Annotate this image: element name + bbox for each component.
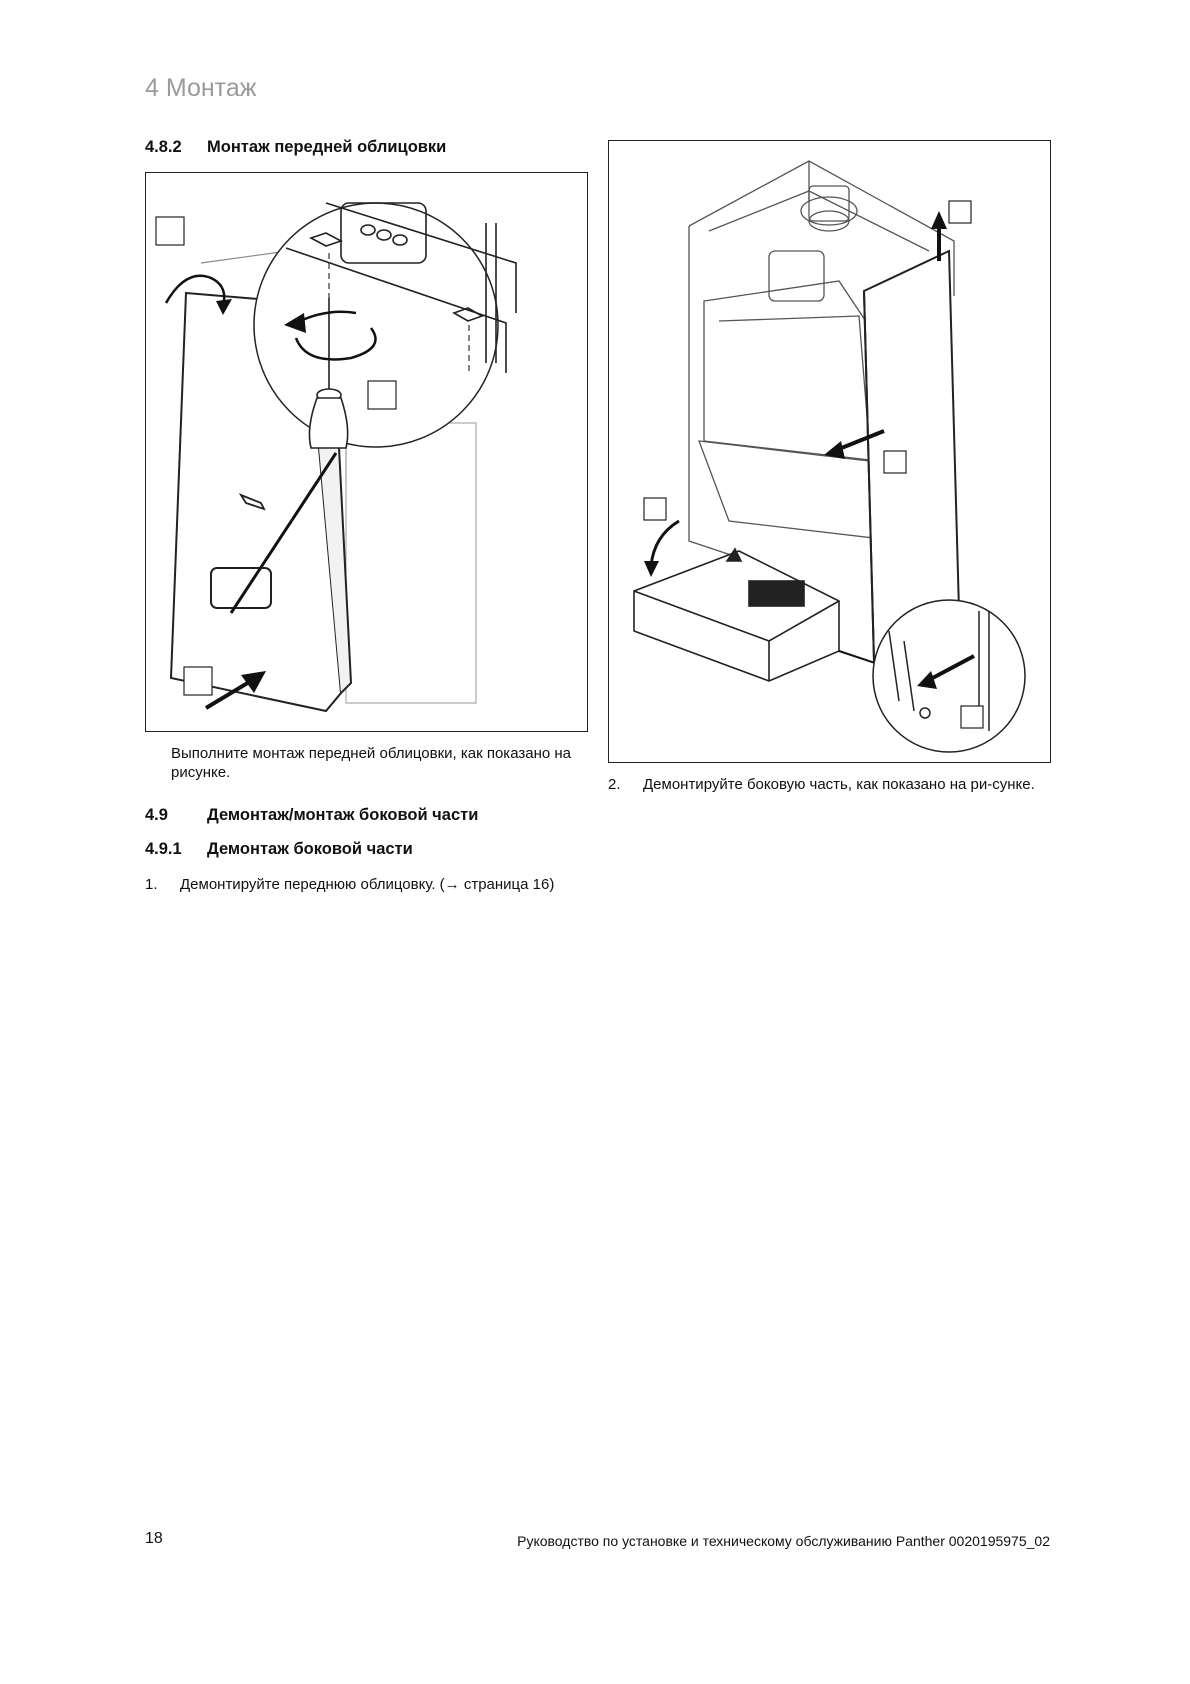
section-title: Демонтаж/монтаж боковой части [207,806,479,824]
chapter-title: 4 Монтаж [145,74,257,102]
page-number: 18 [145,1530,163,1547]
section-number: 4.9.1 [145,840,182,858]
section-4-8-2-heading [145,138,446,157]
step-text: Демонтируйте переднюю облицовку. (→ страница 16) [180,876,555,893]
section-number: 4.8.2 [145,138,182,156]
section-number: 4.9 [145,806,168,824]
side-part-removal-figure [608,140,1051,763]
side-part-removal-illustration [609,141,1050,762]
step-text: Демонтируйте боковую часть, как показано на ри-сунке. [643,776,1035,793]
section-title: Монтаж передней облицовки [207,138,447,156]
front-cladding-illustration [146,173,587,731]
section-4-9-1-heading [145,840,413,859]
step-number: 2. [608,776,621,793]
footer-manual-title: Руководство по установке и техническому обслуживанию Panther 0020195975_02 [517,1533,1050,1549]
step-1 [145,875,595,894]
step-number: 1. [145,876,158,893]
step-2 [608,775,1048,794]
section-4-9-heading [145,806,478,825]
front-cladding-figure [145,172,588,732]
section-title: Демонтаж боковой части [207,840,413,858]
section-4-8-2-text: Выполните монтаж передней облицовки, как показано на рисунке. [171,745,572,781]
